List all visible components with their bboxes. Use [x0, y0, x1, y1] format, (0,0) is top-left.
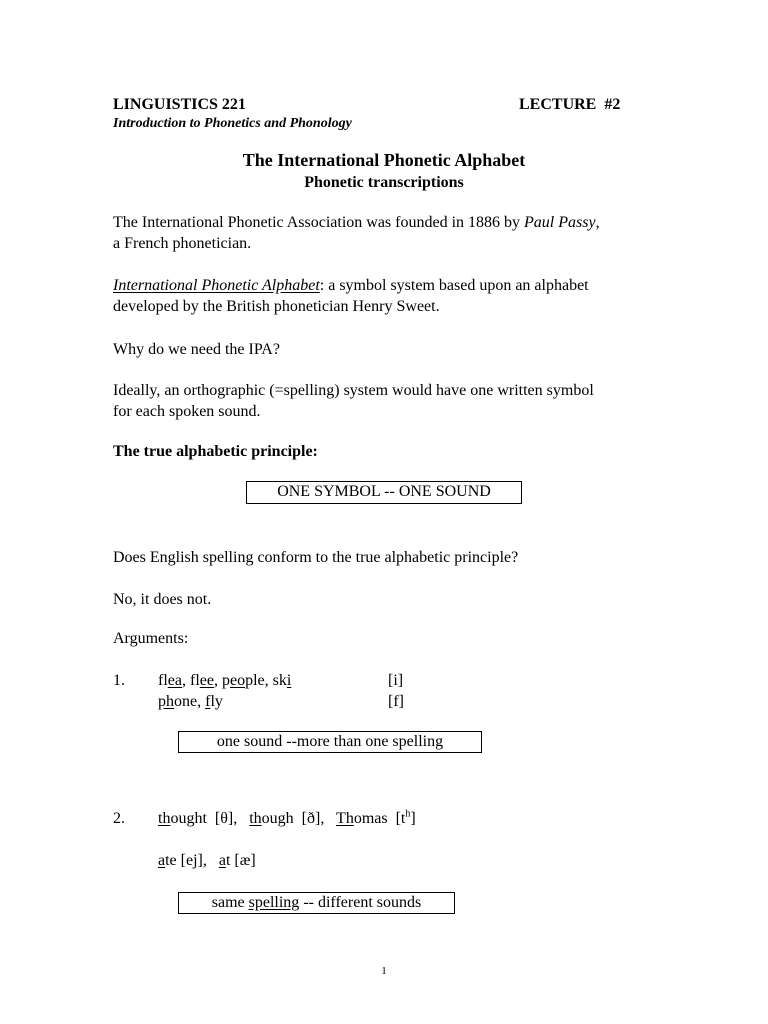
arguments-label: Arguments: [113, 630, 189, 647]
text: same [211, 894, 249, 911]
para-ipa-definition-line1 [113, 275, 589, 296]
underlined-letters: i [286, 672, 292, 689]
underlined-letters: eo [229, 672, 246, 689]
para-ipa-founding-line2: a French phonetician. [113, 235, 252, 252]
text: , [595, 214, 600, 231]
question-english-spelling: Does English spelling conform to the true alphabetic principle? [113, 549, 519, 566]
principle-heading: The true alphabetic principle: [113, 443, 318, 460]
underlined-letters: Th [336, 810, 354, 827]
argument-2-examples-row1 [158, 808, 416, 829]
underlined-letters: ee [199, 672, 214, 689]
text: : a symbol system based upon an alphabet [319, 277, 589, 294]
para-ipa-founding-line1 [113, 212, 600, 233]
text: ly [210, 693, 223, 710]
person-name: Paul Passy [524, 214, 596, 231]
superscript: h [405, 808, 411, 820]
text: ough [ð], [261, 810, 337, 827]
para-ipa-definition-line2: developed by the British phonetician Henry Sweet. [113, 298, 440, 315]
argument-2-examples-row2 [158, 850, 256, 871]
para-orthographic-line1: Ideally, an orthographic (=spelling) system would have one written symbol [113, 382, 594, 399]
underlined-letters: ea [167, 672, 182, 689]
argument-1-ipa-row1: [i] [388, 672, 404, 689]
course-title: LINGUISTICS 221 [113, 96, 246, 113]
text: t [æ] [225, 852, 256, 869]
text: -- different sounds [299, 894, 422, 911]
argument-1-ipa-row2: [f] [388, 693, 404, 710]
underlined-letters: th [158, 810, 171, 827]
text: one, [174, 693, 206, 710]
lecture-number: LECTURE #2 [519, 96, 621, 113]
underlined-word: spelling [248, 894, 300, 911]
text: te [ej], [165, 852, 219, 869]
question-why-ipa: Why do we need the IPA? [113, 341, 280, 358]
underlined-letters: th [249, 810, 262, 827]
argument-1-box: one sound --more than one spelling [178, 731, 482, 753]
answer: No, it does not. [113, 591, 212, 608]
underlined-letters: a [218, 852, 226, 869]
page-subtitle: Phonetic transcriptions [304, 174, 464, 191]
text: , fl [181, 672, 200, 689]
page-title: The International Phonetic Alphabet [242, 150, 526, 170]
para-orthographic-line2: for each spoken sound. [113, 403, 261, 420]
text: The International Phonetic Association was founded in 1886 by [113, 214, 525, 231]
text: ple, sk [245, 672, 287, 689]
argument-2-box [178, 892, 455, 914]
argument-2-number: 2. [113, 810, 125, 827]
argument-1-examples-row1 [158, 670, 291, 691]
argument-1-examples-row2 [158, 691, 223, 712]
course-subtitle: Introduction to Phonetics and Phonology [113, 116, 352, 131]
term: International Phonetic Alphabet [113, 277, 320, 294]
text: fl [158, 672, 168, 689]
text: ought [θ], [170, 810, 250, 827]
text: ] [410, 810, 416, 827]
text: omas [t [353, 810, 406, 827]
principle-box: ONE SYMBOL -- ONE SOUND [246, 481, 522, 504]
underlined-letters: a [158, 852, 166, 869]
argument-1-number: 1. [113, 672, 125, 689]
underlined-letters: ph [158, 693, 174, 710]
text: , p [213, 672, 230, 689]
underlined-letters: f [205, 693, 211, 710]
page-number: 1 [381, 965, 387, 977]
